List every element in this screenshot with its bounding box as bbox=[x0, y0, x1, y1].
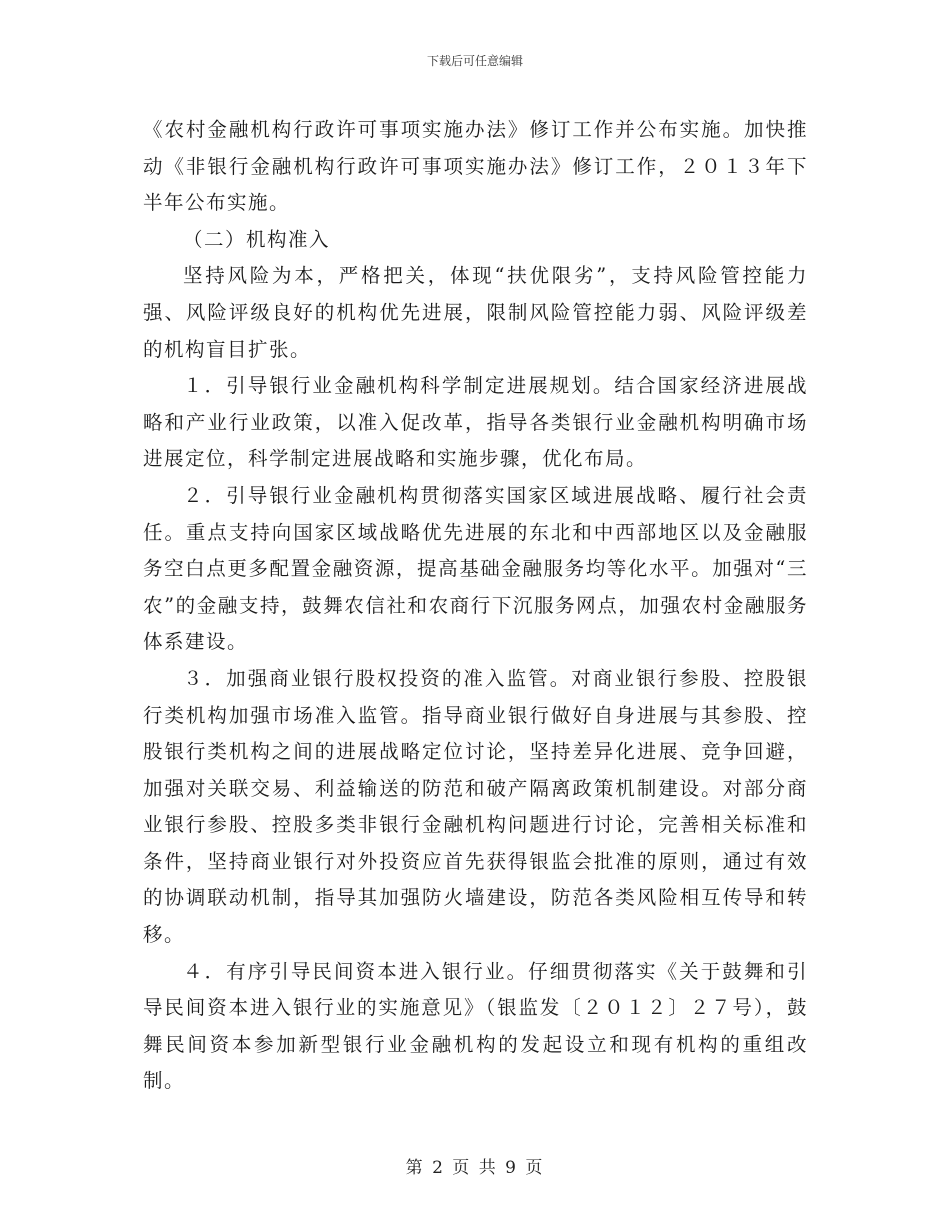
paragraph-continuation: 《农村金融机构行政许可事项实施办法》修订工作并公布实施。加快推动《非银行金融机构行政许可事项实施办法》修订工作，２０１３年下半年公布实施。 bbox=[143, 118, 808, 215]
page-number-footer: 第 2 页 共 9 页 bbox=[405, 1158, 545, 1178]
paragraph-item-4: ４．有序引导民间资本进入银行业。仔细贯彻落实《关于鼓舞和引导民间资本进入银行业的实施意见》（银监发〔２０１２〕２７号），鼓舞民间资本参加新型银行业金融机构的发起设立和现有机构的重组改制。 bbox=[143, 959, 808, 1093]
paragraph-item-1: １．引导银行业金融机构科学制定进展规划。结合国家经济进展战略和产业行业政策，以准入促改革，指导各类银行业金融机构明确市场进展定位，科学制定进展战略和实施步骤，优化布局。 bbox=[143, 374, 808, 471]
paragraph-item-2: ２．引导银行业金融机构贯彻落实国家区域进展战略、履行社会责任。重点支持向国家区域战略优先进展的东北和中西部地区以及金融服务空白点更多配置金融资源，提高基础金融服务均等化水平。加强对“三农”的金融支持，鼓舞农信社和农商行下沉服务网点，加强农村金融服务体系建设。 bbox=[143, 483, 808, 654]
document-body bbox=[143, 112, 808, 1100]
page-header-note: 下载后可任意编辑 bbox=[426, 54, 523, 68]
paragraph-item-3: ３．加强商业银行股权投资的准入监管。对商业银行参股、控股银行类机构加强市场准入监管。指导商业银行做好自身进展与其参股、控股银行类机构之间的进展战略定位讨论，坚持差异化进展、竞争回避，加强对关联交易、利益输送的防范和破产隔离政策机制建设。对部分商业银行参股、控股多类非银行金融机构问题进行讨论，完善相关标准和条件，坚持商业银行对外投资应首先获得银监会批准的原则，通过有效的协调联动机制，指导其加强防火墙建设，防范各类风险相互传导和转移。 bbox=[143, 666, 808, 947]
section-heading: （二）机构准入 bbox=[183, 227, 331, 251]
paragraph-intro: 坚持风险为本，严格把关，体现“扶优限劣”，支持风险管控能力强、风险评级良好的机构优先进展，限制风险管控能力弱、风险评级差的机构盲目扩张。 bbox=[143, 264, 808, 361]
